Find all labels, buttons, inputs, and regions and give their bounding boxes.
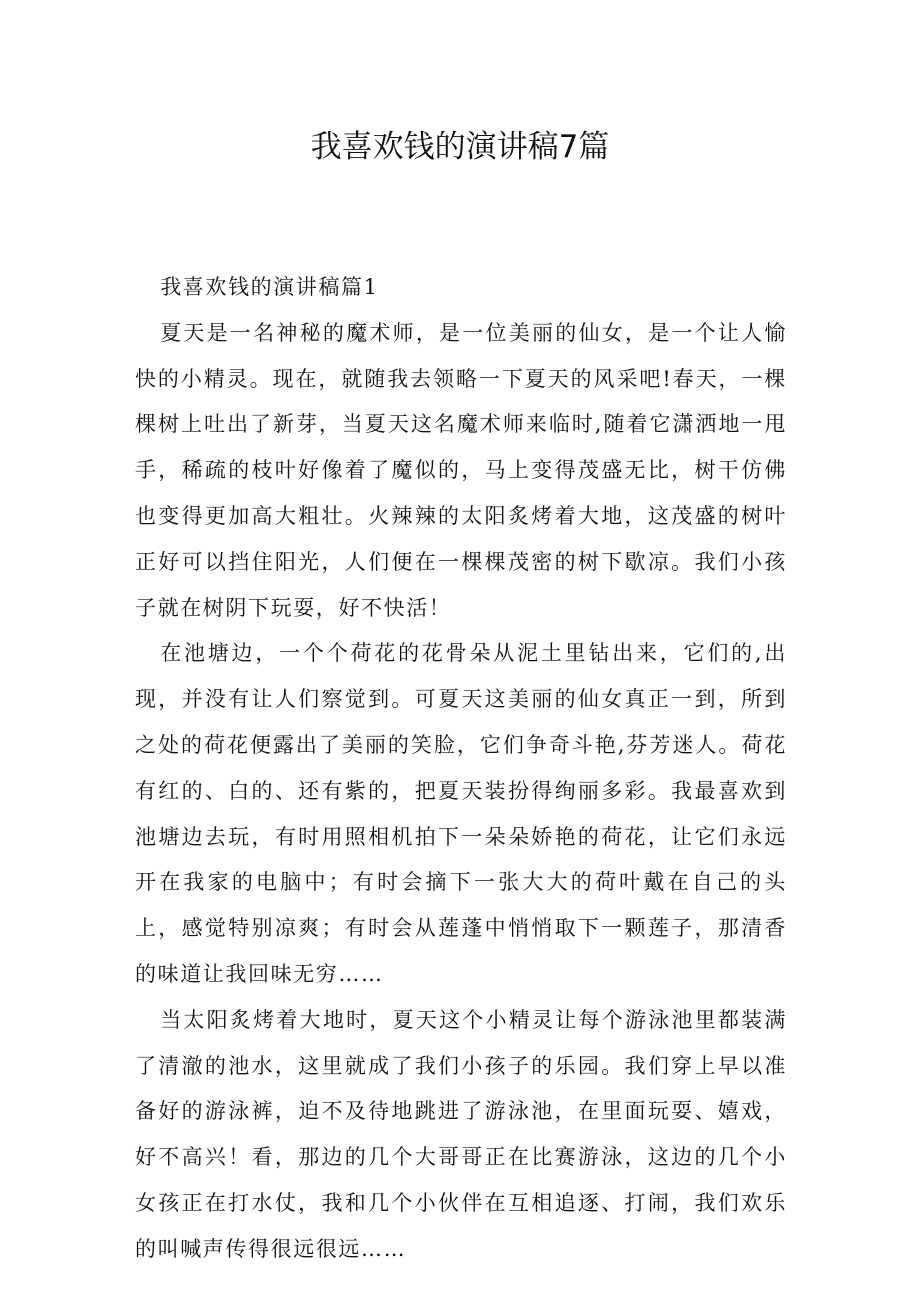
paragraph-summer-trees: 夏天是一名神秘的魔术师，是一位美丽的仙女，是一个让人愉快的小精灵。现在，就随我去领略一下夏天的风采吧!春天，一棵棵树上吐出了新芽，当夏天这名魔术师来临时,随着它潇洒地一甩手，稀疏的枝叶好像着了魔似的，马上变得茂盛无比，树干仿佛也变得更加高大粗壮。火辣辣的太阳炙烤着大地，这茂盛的树叶正好可以挡住阳光，人们便在一棵棵茂密的树下歇凉。我们小孩子就在树阴下玩耍，好不快活！ — [135, 320, 787, 620]
document-body — [135, 265, 787, 1273]
document-title: 我喜欢钱的演讲稿7篇 — [310, 129, 610, 165]
paragraph-lotus-pond: 在池塘边，一个个荷花的花骨朵从泥土里钻出来，它们的,出现，并没有让人们察觉到。可夏天这美丽的仙女真正一到，所到之处的荷花便露出了美丽的笑脸，它们争奇斗艳,芬芳迷人。荷花有红的、白的、还有紫的，把夏天装扮得绚丽多彩。我最喜欢到池塘边去玩，有时用照相机拍下一朵朵娇艳的荷花，让它们永远开在我家的电脑中；有时会摘下一张大大的荷叶戴在自己的头上，感觉特别凉爽；有时会从莲蓬中悄悄取下一颗莲子，那清香的味道让我回味无穷…… — [135, 641, 787, 986]
paragraph-swimming-pool: 当太阳炙烤着大地时，夏天这个小精灵让每个游泳池里都装满了清澈的池水，这里就成了我们小孩子的乐园。我们穿上早以准备好的游泳裤，迫不及待地跳进了游泳池，在里面玩耍、嬉戏，好不高兴！看，那边的几个大哥哥正在比赛游泳，这边的几个小女孩正在打水仗，我和几个小伙伴在互相追逐、打闹，我们欢乐的叫喊声传得很远很远…… — [135, 1007, 787, 1261]
section-heading: 我喜欢钱的演讲稿篇1 — [160, 275, 379, 299]
